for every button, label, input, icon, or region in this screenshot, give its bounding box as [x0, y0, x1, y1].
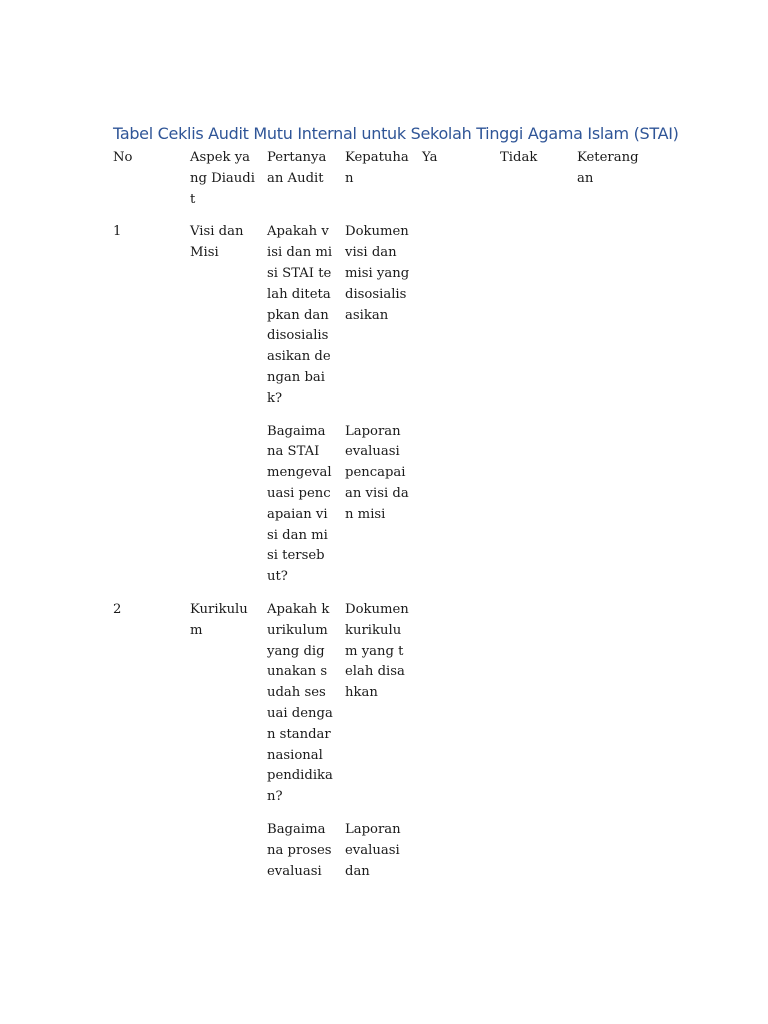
- cell-tidak: [500, 422, 577, 600]
- audit-checklist-table: [113, 148, 655, 894]
- table-row: [113, 600, 655, 820]
- header-pertanyaan: Pertanyaan Audit: [267, 150, 327, 186]
- cell-pertanyaan: Bagaimana STAI mengevaluasi pencapaian visi dan misi tersebut?: [267, 423, 332, 585]
- cell-no: [113, 422, 190, 600]
- table-row: [113, 820, 655, 894]
- cell-tidak: [500, 600, 577, 820]
- cell-kepatuhan: Laporan evaluasi pencapaian visi dan misi: [345, 423, 409, 522]
- cell-keterangan: [577, 600, 655, 820]
- header-aspek: Aspek yang Diaudit: [190, 150, 255, 207]
- cell-aspek: [190, 820, 267, 894]
- cell-ya: [422, 820, 500, 894]
- cell-tidak: [500, 820, 577, 894]
- cell-aspek: Kurikulum: [190, 601, 248, 638]
- cell-aspek: Visi dan Misi: [190, 224, 244, 261]
- cell-ya: [422, 600, 500, 820]
- cell-keterangan: [577, 820, 655, 894]
- header-kepatuhan: Kepatuhan: [345, 150, 409, 186]
- cell-ya: [422, 222, 500, 421]
- cell-tidak: [500, 222, 577, 421]
- header-keterangan: Keterangan: [577, 150, 639, 186]
- cell-ya: [422, 422, 500, 600]
- header-tidak: Tidak: [500, 150, 538, 165]
- cell-pertanyaan: Bagaimana proses evaluasi: [267, 821, 332, 879]
- header-no: No: [113, 150, 133, 165]
- table-row: [113, 422, 655, 600]
- cell-keterangan: [577, 422, 655, 600]
- table-header-row: [113, 148, 655, 222]
- table-row: [113, 222, 655, 421]
- header-ya: Ya: [422, 150, 438, 165]
- cell-no: 2: [113, 601, 122, 617]
- document-title: Tabel Ceklis Audit Mutu Internal untuk Sekolah Tinggi Agama Islam (STAI): [113, 124, 679, 143]
- cell-aspek: [190, 422, 267, 600]
- cell-pertanyaan: Apakah kurikulum yang digunakan sudah sesuai dengan standar nasional pendidikan?: [267, 601, 333, 805]
- cell-no: [113, 820, 190, 894]
- cell-kepatuhan: Dokumen visi dan misi yang disosialisasikan: [345, 224, 410, 323]
- cell-kepatuhan: Dokumen kurikulum yang telah disahkan: [345, 601, 409, 701]
- cell-pertanyaan: Apakah visi dan misi STAI telah ditetapkan dan disosialisasikan dengan baik?: [267, 224, 333, 406]
- cell-keterangan: [577, 222, 655, 421]
- cell-no: 1: [113, 224, 122, 240]
- cell-kepatuhan: Laporan evaluasi dan: [345, 821, 401, 879]
